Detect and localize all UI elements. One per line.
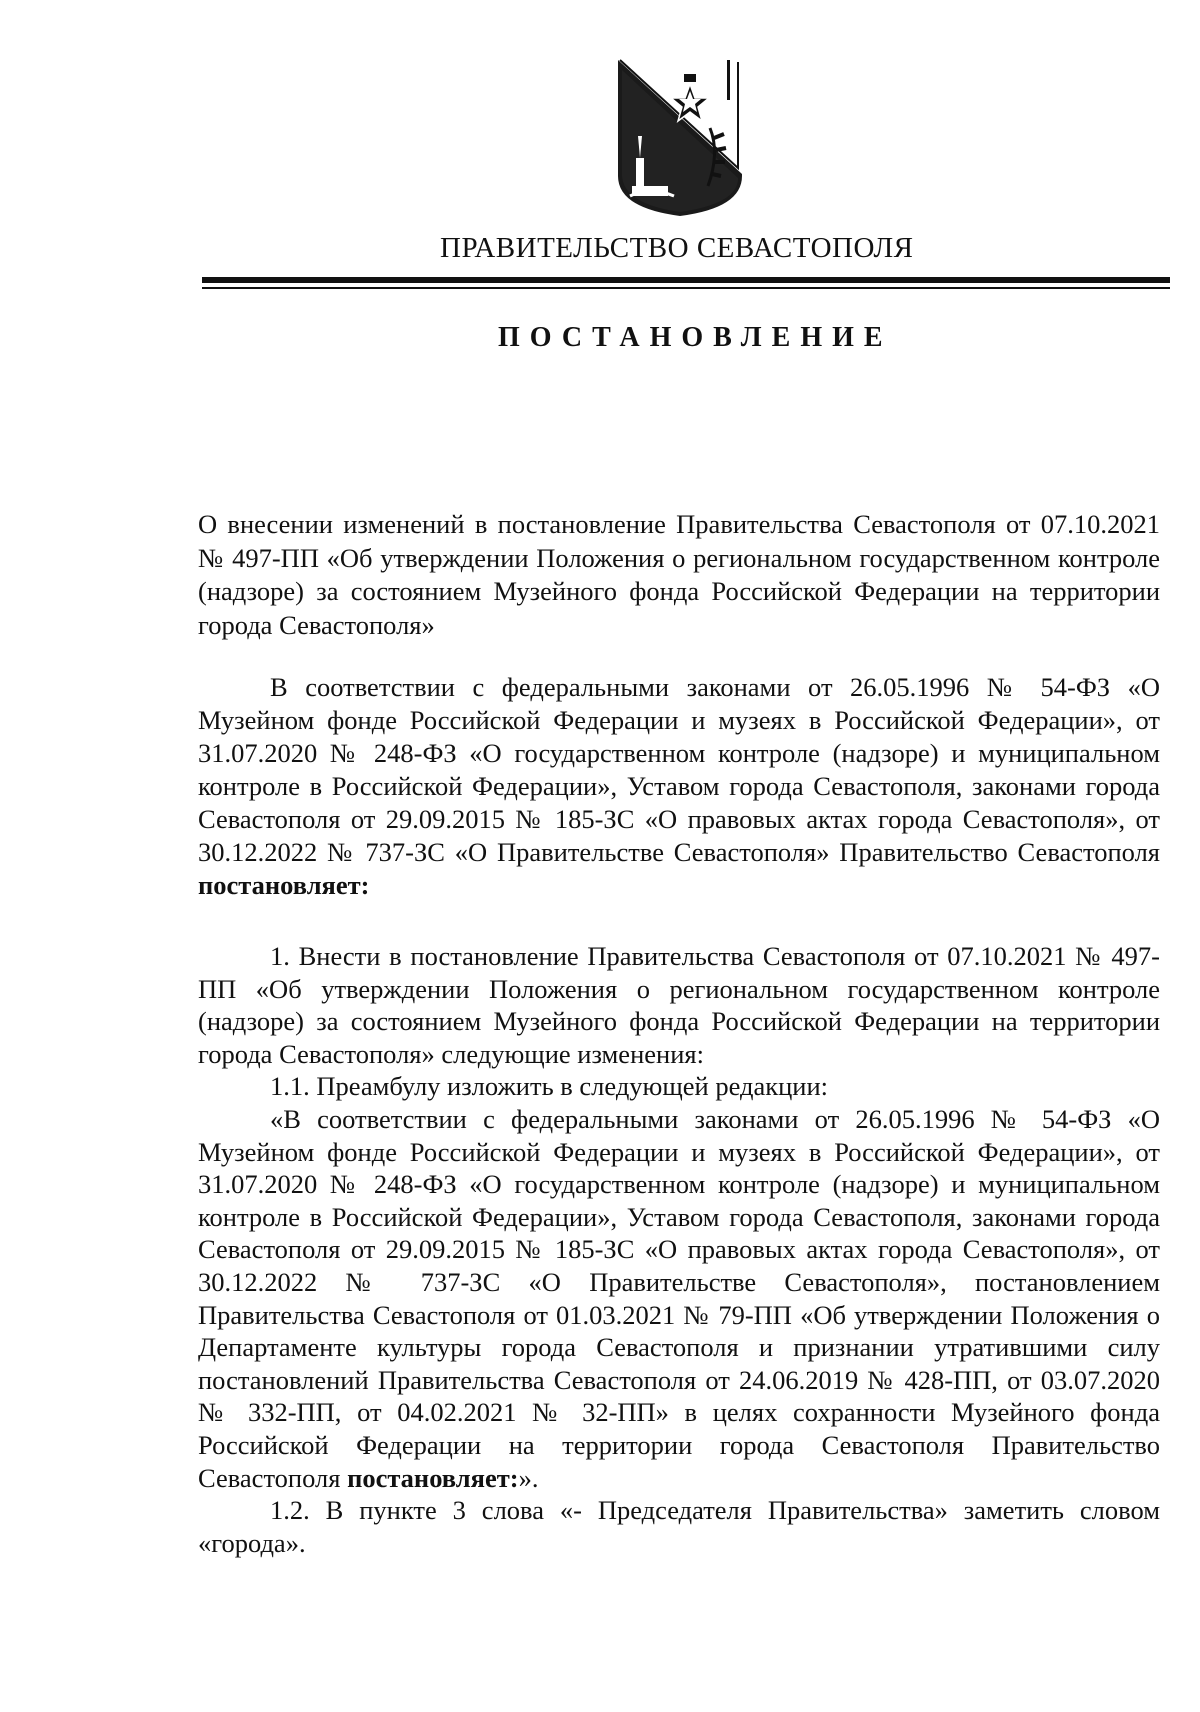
item-1-2: 1.2. В пункте 3 слова «- Председателя Правительства» заметить словом «города». [198, 1495, 1160, 1558]
preamble-decree-word: постановляет: [198, 870, 370, 900]
quote-decree-word: постановляет: [347, 1462, 519, 1493]
preamble-paragraph [198, 671, 1160, 902]
item-1-1-quote [198, 1103, 1160, 1494]
document-subject [198, 508, 1160, 642]
item-1-1: 1.1. Преамбулу изложить в следующей редакции: [270, 1071, 829, 1102]
preamble-text: В соответствии с федеральными законами от 26.05.1996 № 54-ФЗ «О Музейном фонде Российской Федерации и музеях в Российской Федерации», от 31.07.2020 № 248-ФЗ «О государственном контроле (надзоре) и муниципальном контроле в Российской Федерации», Уставом города Севастополя, законами города Севастополя от 29.09.2015 № 185-ЗС «О правовых актах города Севастополя», от 30.12.2022 № 737-ЗС «О Правительстве Севастополя» Правительство Севастополя [198, 672, 1160, 867]
header-divider-thin [202, 287, 1170, 289]
document-type-title: ПОСТАНОВЛЕНИЕ [498, 322, 893, 353]
sevastopol-coat-of-arms-icon [610, 58, 750, 218]
document-body [198, 940, 1160, 1559]
header-divider-thick [202, 277, 1170, 283]
item-1: 1. Внести в постановление Правительства Севастополя от 07.10.2021 № 497-ПП «Об утверждении Положения о региональном государственном контроле (надзоре) за состоянием Музейного фонда Российской Федерации на территории города Севастополя» следующие изменения: [198, 941, 1160, 1069]
quote-text: «В соответствии с федеральными законами от 26.05.1996 № 54-ФЗ «О Музейном фонде Российской Федерации и музеях в Российской Федерации», от 31.07.2020 № 248-ФЗ «О государственном контроле (надзоре) и муниципальном контроле в Российской Федерации», Уставом города Севастополя, законами города Севастополя от 29.09.2015 № 185-ЗС «О правовых актах города Севастополя», от 30.12.2022 № 737-ЗС «О Правительстве Севастополя», постановлением Правительства Севастополя от 01.03.2021 № 79-ПП «Об утверждении Положения о Департаменте культуры города Севастополя и признании утратившими силу постановлений Правительства Севастополя от 24.06.2019 № 428-ПП, от 03.07.2020 № 332-ПП, от 04.02.2021 № 32-ПП» в целях сохранности Музейного фонда Российской Федерации на территории города Севастополя Правительство Севастополя [198, 1103, 1160, 1493]
subject-text: О внесении изменений в постановление Правительства Севастополя от 07.10.2021 № 497-ПП «Об утверждении Положения о региональном государственном контроле (надзоре) за состоянием Музейного фонда Российской Федерации на территории города Севастополя» [198, 509, 1160, 640]
preamble [198, 671, 1160, 902]
government-title: ПРАВИТЕЛЬСТВО СЕВАСТОПОЛЯ [440, 232, 914, 264]
quote-closing: ». [518, 1462, 539, 1493]
